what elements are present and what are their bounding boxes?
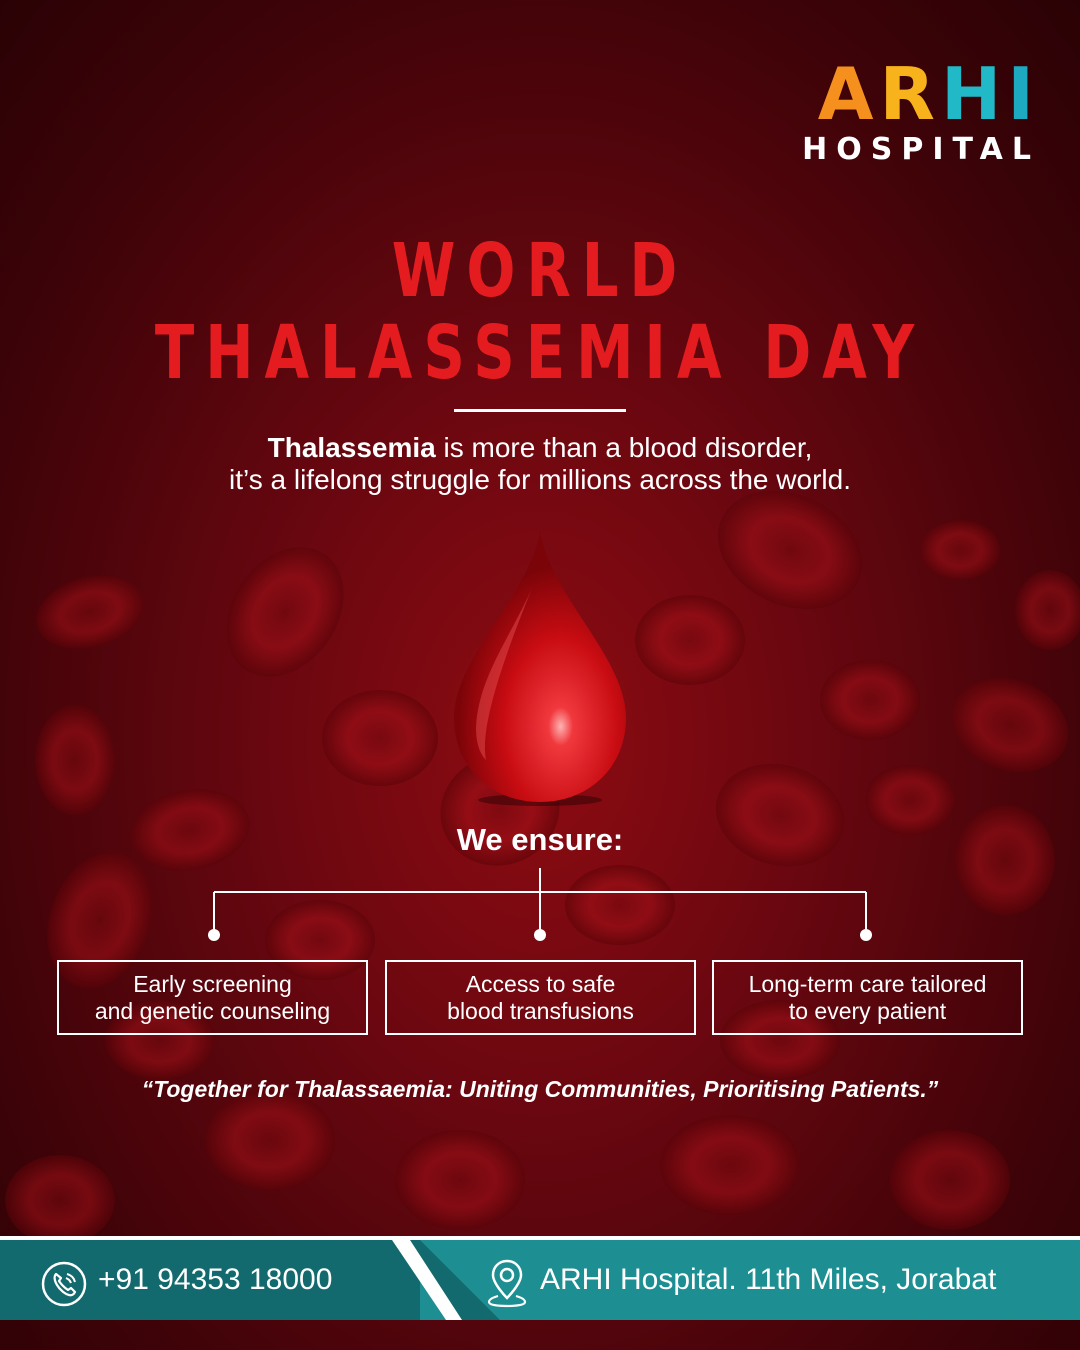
- logo-subtitle: HOSPITAL: [802, 132, 1040, 167]
- phone-icon[interactable]: [40, 1260, 88, 1308]
- ensure-connector-lines: [0, 860, 1080, 950]
- hospital-logo: [802, 52, 1040, 168]
- ensure-item-screening: [57, 960, 368, 1035]
- logo-letter-h: H: [940, 52, 1008, 136]
- ensure-item-line-1: Long-term care tailored: [748, 970, 987, 997]
- intro-bold-term: Thalassemia: [267, 432, 436, 463]
- ensure-item-long-term-care: [712, 960, 1023, 1035]
- logo-letter-i: I: [1007, 52, 1040, 136]
- intro-line-1-rest: is more than a blood disorder,: [435, 432, 813, 463]
- title-divider: [454, 409, 626, 412]
- logo-letter-r: R: [879, 52, 941, 136]
- logo-wordmark: [817, 52, 1040, 136]
- campaign-quote: “Together for Thalassaemia: Uniting Communities, Prioritising Patients.”: [141, 1076, 939, 1102]
- hospital-address: ARHI Hospital. 11th Miles, Jorabat: [540, 1263, 997, 1296]
- ensure-item-line-1: Early screening: [133, 970, 292, 997]
- blood-drop-icon: [440, 528, 640, 808]
- ensure-item-line-2: and genetic counseling: [94, 997, 331, 1024]
- phone-number[interactable]: +91 94353 18000: [98, 1263, 333, 1296]
- title-line-2: THALASSEMIA DAY: [154, 310, 926, 396]
- title-line-1: WORLD: [391, 228, 689, 314]
- intro-text: [0, 432, 1080, 496]
- logo-letter-a: A: [817, 52, 880, 136]
- intro-line-2: it’s a lifelong struggle for millions across the world.: [229, 464, 851, 495]
- ensure-item-line-2: blood transfusions: [447, 997, 634, 1024]
- ensure-item-line-2: to every patient: [788, 997, 947, 1024]
- ensure-heading: We ensure:: [456, 822, 624, 857]
- ensure-item-line-1: Access to safe: [465, 970, 616, 997]
- location-pin-icon: [486, 1258, 528, 1308]
- ensure-item-transfusions: [385, 960, 696, 1035]
- contact-footer: [0, 1236, 1080, 1320]
